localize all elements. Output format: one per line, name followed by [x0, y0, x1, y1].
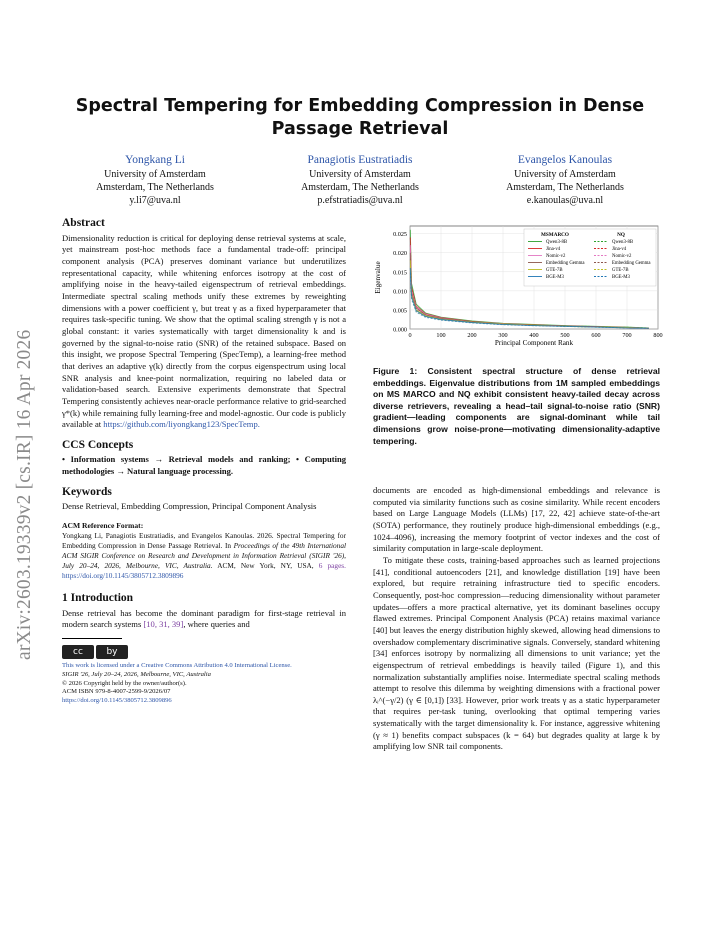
cc-license-badge[interactable] — [62, 645, 346, 659]
doi-link[interactable]: https://doi.org/10.1145/3805712.3809896 — [62, 571, 184, 581]
author-name: Yongkang Li — [125, 154, 185, 166]
author-location: Amsterdam, The Netherlands — [506, 182, 624, 193]
y-tick-label: 0.015 — [393, 269, 407, 277]
copyright-line: © 2026 Copyright held by the owner/author(s). — [62, 679, 187, 687]
keywords-heading: Keywords — [62, 485, 112, 498]
legend-entry-label: GTE-7B — [546, 268, 563, 273]
y-tick-label: 0.000 — [393, 326, 407, 334]
author-email: e.kanoulas@uva.nl — [526, 195, 604, 206]
x-tick-label: 500 — [560, 332, 570, 339]
legend-entry-label: Embedding Gemma — [612, 261, 651, 266]
intro-body-end: , where queries and — [183, 619, 250, 630]
legend-entry-label: Qwen3-8B — [546, 240, 568, 245]
author-affiliation: University of Amsterdam — [309, 169, 411, 180]
cc-icon: cc — [62, 645, 94, 659]
legend-entry-label: BGE-M3 — [612, 275, 630, 280]
ccs-heading: CCS Concepts — [62, 438, 134, 451]
y-tick-label: 0.020 — [393, 250, 407, 258]
x-tick-label: 700 — [622, 332, 632, 339]
author-email: p.efstratiadis@uva.nl — [317, 195, 403, 206]
y-tick-label: 0.010 — [393, 288, 407, 296]
by-icon: by — [96, 645, 128, 659]
author-3 — [470, 153, 660, 207]
x-tick-label: 600 — [591, 332, 601, 339]
intro-text — [62, 608, 346, 631]
abstract-heading: Abstract — [62, 217, 105, 229]
author-affiliation: University of Amsterdam — [104, 169, 206, 180]
legend-entry-label: Jina-v4 — [612, 247, 627, 252]
license-doi-link[interactable]: https://doi.org/10.1145/3805712.3809896 — [62, 697, 172, 705]
figure-caption-text: Consistent spectral structure of dense retrieval embeddings. Eigenvalue distributions from 1M sampled embeddings on MS MARCO and NQ exhibit consistent heavy-tailed decay across diverse retrievers, revealing a head–tail signal-to-noise ratio (SNR) gradient—leading components are signal-dominant while tail dimensions grow noise-prone—motivating dimensionality-adaptive tempering. — [373, 366, 660, 446]
paper-title: Spectral Tempering for Embedding Compression in Dense Passage Retrieval — [75, 96, 645, 139]
x-tick-label: 0 — [408, 332, 412, 339]
acm-reference-label: ACM Reference Format: — [62, 521, 144, 531]
abstract-text — [62, 233, 346, 431]
legend-group-title: NQ — [617, 232, 625, 238]
abstract-body: Dimensionality reduction is critical for deploying dense retrieval systems at scale, yet mainstream post-hoc methods face a fundamental trade-off: principal component analysis (PCA) preserves dominant variance but underutilizes representational capacity, while whitening enforces isotropy at the cost of amplifying noise in the heavy-tailed eigenspectrum of retrieval embeddings. Intermediate spectral scaling methods unify these extremes by reweighting dimensions with a power coefficient γ, but treat γ as a fixed hyperparameter that requires task-specific tuning. We show that the optimal scaling strength γ is not a global constant: it varies systematically with target dimensionality k and is governed by the signal-to-noise ratio (SNR) of the retained subspace. Based on this insight, we propose Spectral Tempering (SpecTemp), a learning-free method that derives an adaptive γ(k) directly from the corpus eigenspectrum using local SNR analysis and knee-point normalization, requiring no labeled data or validation-based search. Extensive experiments demonstrate that Spectral Tempering consistently achieves near-oracle performance relative to grid-searched γ*(k) while remaining fully learning-free and model-agnostic. Our code is publicly available at — [62, 232, 346, 430]
right-column — [373, 485, 660, 753]
legend-entry-label: Jina-v4 — [546, 247, 561, 252]
legend-entry-label: BGE-M3 — [546, 275, 564, 280]
x-tick-label: 200 — [467, 332, 477, 339]
author-block — [60, 153, 660, 207]
x-tick-label: 400 — [529, 332, 539, 339]
author-name: Panagiotis Eustratiadis — [307, 154, 413, 166]
author-email: y.li7@uva.nl — [129, 195, 181, 206]
y-axis-label: Eigenvalue — [374, 261, 382, 294]
y-tick-label: 0.025 — [393, 231, 407, 239]
acm-reference-publisher: ACM, New York, NY, USA, — [212, 561, 319, 571]
legend-entry-label: Embedding Gemma — [546, 261, 585, 266]
acm-reference-venue: Proceedings of the 49th International ACM SIGIR Conference on Research and Development in Information Retrieval (SIGIR '26), July 20–24, 2026, Melbourne, VIC, Australia. — [62, 541, 346, 571]
code-link[interactable]: https://github.com/liyongkang123/SpecTemp. — [103, 419, 260, 430]
intro-heading: 1 Introduction — [62, 592, 134, 605]
intro-body: Dense retrieval has become the dominant paradigm for first-stage retrieval in modern search systems — [62, 607, 346, 630]
author-location: Amsterdam, The Netherlands — [301, 182, 419, 193]
x-tick-label: 100 — [436, 332, 446, 339]
acm-reference-pages: 6 pages. — [318, 561, 346, 571]
author-name: Evangelos Kanoulas — [517, 154, 613, 166]
legend-entry-label: GTE-7B — [612, 268, 629, 273]
conference-line: SIGIR '26, July 20–24, 2026, Melbourne, VIC, Australia — [62, 670, 211, 678]
legend-entry-label: Nomic-v2 — [612, 254, 632, 259]
legend-entry-label: Qwen3-8B — [612, 240, 634, 245]
author-affiliation: University of Amsterdam — [514, 169, 616, 180]
y-tick-label: 0.005 — [393, 307, 407, 315]
footnote-rule — [62, 638, 122, 639]
arxiv-identifier: arXiv:2603.19339v2 [cs.IR] 16 Apr 2026 — [14, 329, 35, 660]
x-axis-label: Principal Component Rank — [494, 339, 574, 347]
keywords-text: Dense Retrieval, Embedding Compression, Principal Component Analysis — [62, 501, 317, 512]
author-1 — [60, 153, 250, 207]
author-location: Amsterdam, The Netherlands — [96, 182, 214, 193]
figure-caption — [373, 366, 660, 447]
figure-label: Figure 1: — [373, 366, 418, 376]
acm-reference-text: Yongkang Li, Panagiotis Eustratiadis, and Evangelos Kanoulas. 2026. Spectral Tempering for Embedding Compression in Dense Passage Retrieval. In — [62, 531, 346, 551]
eigenvalue-chart — [368, 218, 668, 358]
x-tick-label: 300 — [498, 332, 508, 339]
legend-entry-label: Nomic-v2 — [546, 254, 566, 259]
isbn-line: ACM ISBN 979-8-4007-2599-9/2026/07 — [62, 688, 171, 696]
ccs-text: • Information systems → Retrieval models and ranking; • Computing methodologies → Natural language processing. — [62, 454, 346, 477]
acm-reference — [62, 521, 346, 581]
license-block — [62, 662, 346, 706]
intro-paragraph-2: To mitigate these costs, training-based approaches such as learned projections [41], conditional autoencoders [21], and knowledge distillation [19] have been explored, but require retraining infrastructure tied to specific encoders. Consequently, post-hoc compression—reducing dimensionality without parameter updates—offers a more practical alternative, yet its dominant baselines occupy flawed extremes. Principal Component Analysis (PCA) retains maximal variance [40] but leaves the energy distribution highly skewed, allowing head dimensions to overshadow complementary discriminative signals. Conversely, standard whitening [34] enforces isotropy by normalizing all dimensions to unit variance; yet the eigenspectrum of retrieval embeddings is heavily tailed (Figure 1), and this normalization substantially amplifies noise. Intermediate spectral scaling methods attempt to resolve this dilemma by weighting dimensions with a fractional power λᵢ^(−γ/2) (γ ∈ [0,1]) [33]. However, prior work treats γ as a static hyperparameter that requires per-task tuning, overlooking that optimal tempering varies systematically with the target dimensionality k. For instance, aggressive whitening (γ ≈ 1) benefits compact subspaces (k = 64) but degrades quality at large k by amplifying low SNR tail components. — [373, 554, 660, 752]
legend-group-title: MSMARCO — [541, 232, 569, 238]
intro-paragraph-1: documents are encoded as high-dimensional embeddings and relevance is computed via similarity functions such as cosine similarity. While recent encoders based on Large Language Models (LLMs) [17, 22, 42] achieve state-of-the-art (SOTA) performance, they routinely produce high-dimensional embeddings (e.g., 1024–4096), increasing the memory footprint of vector indexes and the cost of similarity computation in large-scale deployment. — [373, 485, 660, 554]
left-column — [62, 218, 346, 706]
intro-citations[interactable]: [10, 31, 39] — [143, 619, 184, 630]
author-2 — [265, 153, 455, 207]
license-link[interactable]: This work is licensed under a Creative Commons Attribution 4.0 International License. — [62, 662, 292, 670]
x-tick-label: 800 — [653, 332, 663, 339]
